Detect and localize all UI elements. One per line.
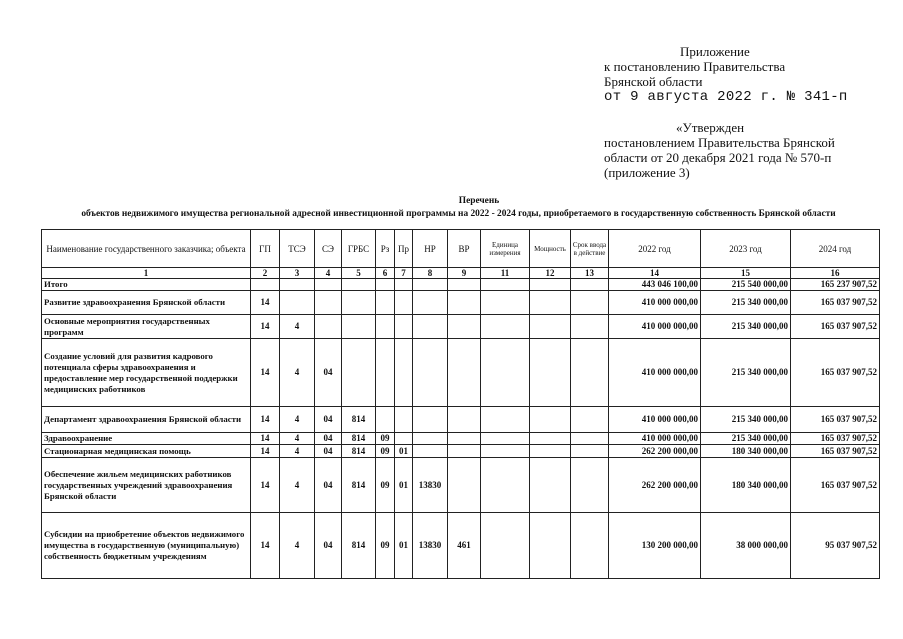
cell-gp <box>251 279 280 291</box>
cell-power <box>530 513 571 579</box>
header-cell: НР <box>413 230 448 268</box>
cell-nr <box>413 291 448 315</box>
cell-2022: 410 000 000,00 <box>609 339 701 407</box>
header-cell: Наименование государственного заказчика; объекта <box>42 230 251 268</box>
cell-gp: 14 <box>251 513 280 579</box>
cell-nr <box>413 315 448 339</box>
cell-nr: 13830 <box>413 513 448 579</box>
cell-2022: 262 200 000,00 <box>609 458 701 513</box>
cell-tse: 4 <box>280 315 315 339</box>
cell-nr <box>413 407 448 433</box>
column-number: 3 <box>280 268 315 279</box>
cell-se: 04 <box>315 433 342 445</box>
column-number: 7 <box>395 268 413 279</box>
cell-2024: 165 037 907,52 <box>791 407 880 433</box>
cell-tse: 4 <box>280 513 315 579</box>
cell-2022: 410 000 000,00 <box>609 291 701 315</box>
cell-grbs <box>342 279 376 291</box>
table-row <box>42 339 880 407</box>
cell-pr <box>395 315 413 339</box>
cell-pr <box>395 291 413 315</box>
cell-2024: 165 037 907,52 <box>791 315 880 339</box>
cell-grbs <box>342 339 376 407</box>
cell-tse <box>280 291 315 315</box>
cell-nr <box>413 339 448 407</box>
cell-unit <box>481 445 530 458</box>
cell-se: 04 <box>315 339 342 407</box>
row-name: Департамент здравоохранения Брянской области <box>42 407 251 433</box>
cell-unit <box>481 433 530 445</box>
cell-vr <box>448 407 481 433</box>
cell-2023: 180 340 000,00 <box>701 458 791 513</box>
appendix-title: Приложение <box>680 44 750 59</box>
cell-tse: 4 <box>280 433 315 445</box>
cell-2024: 165 037 907,52 <box>791 291 880 315</box>
row-name: Субсидии на приобретение объектов недвижимого имущества в государственную (муниципальную) собственность бюджетным учреждениям <box>42 513 251 579</box>
cell-pr <box>395 339 413 407</box>
cell-2022: 410 000 000,00 <box>609 407 701 433</box>
cell-tse: 4 <box>280 458 315 513</box>
header-cell: 2024 год <box>791 230 880 268</box>
cell-unit <box>481 315 530 339</box>
cell-2022: 262 200 000,00 <box>609 445 701 458</box>
document-heading <box>0 195 903 221</box>
table-row <box>42 513 880 579</box>
cell-rz: 09 <box>376 445 395 458</box>
column-number-row <box>42 268 880 279</box>
cell-gp: 14 <box>251 339 280 407</box>
cell-unit <box>481 279 530 291</box>
approved-line: области от 20 декабря 2021 года № 570-п <box>604 150 832 165</box>
column-number: 5 <box>342 268 376 279</box>
cell-2024: 165 037 907,52 <box>791 445 880 458</box>
cell-2023: 215 340 000,00 <box>701 339 791 407</box>
row-name: Развитие здравоохранения Брянской области <box>42 291 251 315</box>
cell-rz <box>376 291 395 315</box>
cell-nr <box>413 279 448 291</box>
cell-vr <box>448 291 481 315</box>
header-cell: ВР <box>448 230 481 268</box>
column-number: 13 <box>571 268 609 279</box>
cell-rz: 09 <box>376 458 395 513</box>
cell-pr <box>395 407 413 433</box>
cell-rz <box>376 279 395 291</box>
cell-2024: 165 037 907,52 <box>791 433 880 445</box>
header-cell: ГП <box>251 230 280 268</box>
cell-vr <box>448 445 481 458</box>
header-row <box>42 230 880 268</box>
row-name: Стационарная медицинская помощь <box>42 445 251 458</box>
cell-term <box>571 458 609 513</box>
cell-vr <box>448 339 481 407</box>
cell-pr: 01 <box>395 458 413 513</box>
cell-2023: 215 340 000,00 <box>701 407 791 433</box>
cell-tse: 4 <box>280 407 315 433</box>
cell-power <box>530 339 571 407</box>
cell-2024: 165 237 907,52 <box>791 279 880 291</box>
column-number: 2 <box>251 268 280 279</box>
header-cell: Рз <box>376 230 395 268</box>
cell-tse: 4 <box>280 445 315 458</box>
row-name: Итого <box>42 279 251 291</box>
cell-nr: 13830 <box>413 458 448 513</box>
cell-2023: 180 340 000,00 <box>701 445 791 458</box>
cell-rz <box>376 315 395 339</box>
column-number: 9 <box>448 268 481 279</box>
cell-tse <box>280 279 315 291</box>
column-number: 8 <box>413 268 448 279</box>
table-row <box>42 445 880 458</box>
cell-pr <box>395 279 413 291</box>
cell-term <box>571 433 609 445</box>
cell-power <box>530 433 571 445</box>
cell-rz <box>376 339 395 407</box>
heading-title: Перечень <box>458 196 500 206</box>
header-cell: 2022 год <box>609 230 701 268</box>
cell-grbs <box>342 315 376 339</box>
cell-2022: 410 000 000,00 <box>609 315 701 339</box>
row-name: Здравоохранение <box>42 433 251 445</box>
column-number: 12 <box>530 268 571 279</box>
cell-se: 04 <box>315 445 342 458</box>
cell-se: 04 <box>315 513 342 579</box>
cell-term <box>571 339 609 407</box>
cell-vr: 461 <box>448 513 481 579</box>
approved-block <box>604 120 894 180</box>
cell-term <box>571 445 609 458</box>
cell-nr <box>413 433 448 445</box>
cell-gp: 14 <box>251 445 280 458</box>
appendix-date: от 9 августа 2022 г. № 341-п <box>604 89 848 105</box>
cell-se <box>315 279 342 291</box>
cell-rz: 09 <box>376 433 395 445</box>
appendix-line: к постановлению Правительства <box>604 59 786 74</box>
approved-line: «Утвержден <box>676 120 745 135</box>
cell-2024: 165 037 907,52 <box>791 339 880 407</box>
row-name: Основные мероприятия государственных программ <box>42 315 251 339</box>
cell-2023: 215 340 000,00 <box>701 291 791 315</box>
cell-2024: 165 037 907,52 <box>791 458 880 513</box>
cell-gp: 14 <box>251 458 280 513</box>
column-number: 14 <box>609 268 701 279</box>
cell-unit <box>481 407 530 433</box>
cell-term <box>571 407 609 433</box>
cell-2022: 410 000 000,00 <box>609 433 701 445</box>
cell-power <box>530 279 571 291</box>
header-cell: СЭ <box>315 230 342 268</box>
cell-gp: 14 <box>251 433 280 445</box>
cell-grbs: 814 <box>342 513 376 579</box>
table-row <box>42 433 880 445</box>
cell-vr <box>448 279 481 291</box>
cell-pr <box>395 433 413 445</box>
appendix-line: Брянской области <box>604 74 703 89</box>
row-name: Обеспечение жильем медицинских работников государственных учреждений здравоохранения Брянской области <box>42 458 251 513</box>
cell-2024: 95 037 907,52 <box>791 513 880 579</box>
cell-2023: 215 340 000,00 <box>701 433 791 445</box>
header-cell: Срок ввода в действие <box>571 230 609 268</box>
header-cell: Пр <box>395 230 413 268</box>
cell-term <box>571 315 609 339</box>
cell-pr: 01 <box>395 445 413 458</box>
cell-se <box>315 315 342 339</box>
approved-line: (приложение 3) <box>604 165 690 180</box>
cell-2023: 215 540 000,00 <box>701 279 791 291</box>
cell-power <box>530 291 571 315</box>
table-row <box>42 315 880 339</box>
column-number: 16 <box>791 268 880 279</box>
cell-grbs: 814 <box>342 433 376 445</box>
cell-2023: 215 340 000,00 <box>701 315 791 339</box>
cell-grbs <box>342 291 376 315</box>
header-cell: Мощность <box>530 230 571 268</box>
cell-grbs: 814 <box>342 458 376 513</box>
objects-table <box>41 229 880 579</box>
cell-vr <box>448 433 481 445</box>
cell-se: 04 <box>315 407 342 433</box>
cell-term <box>571 291 609 315</box>
cell-unit <box>481 339 530 407</box>
cell-power <box>530 315 571 339</box>
cell-pr: 01 <box>395 513 413 579</box>
cell-term <box>571 279 609 291</box>
header-cell: ТСЭ <box>280 230 315 268</box>
column-number: 4 <box>315 268 342 279</box>
cell-power <box>530 445 571 458</box>
cell-grbs: 814 <box>342 445 376 458</box>
column-number: 11 <box>481 268 530 279</box>
cell-power <box>530 407 571 433</box>
row-name: Создание условий для развития кадрового потенциала сферы здравоохранения и предоставление мер государственной поддержки медицинских работников <box>42 339 251 407</box>
cell-gp: 14 <box>251 407 280 433</box>
cell-2022: 443 046 100,00 <box>609 279 701 291</box>
cell-unit <box>481 513 530 579</box>
cell-nr <box>413 445 448 458</box>
cell-unit <box>481 458 530 513</box>
cell-unit <box>481 291 530 315</box>
cell-rz <box>376 407 395 433</box>
column-number: 6 <box>376 268 395 279</box>
cell-se <box>315 291 342 315</box>
table-row <box>42 458 880 513</box>
cell-2022: 130 200 000,00 <box>609 513 701 579</box>
column-number: 15 <box>701 268 791 279</box>
cell-2023: 38 000 000,00 <box>701 513 791 579</box>
approved-line: постановлением Правительства Брянской <box>604 135 835 150</box>
table-row <box>42 291 880 315</box>
header-cell: Единица измерения <box>481 230 530 268</box>
table-row <box>42 407 880 433</box>
header-cell: ГРБС <box>342 230 376 268</box>
cell-vr <box>448 315 481 339</box>
cell-vr <box>448 458 481 513</box>
heading-subtitle: объектов недвижимого имущества региональной адресной инвестиционной программы на 2022 - 2024 годы, приобретаемого в государственную собственность Брянской области <box>81 209 836 219</box>
cell-term <box>571 513 609 579</box>
table-row <box>42 279 880 291</box>
header-cell: 2023 год <box>701 230 791 268</box>
cell-gp: 14 <box>251 315 280 339</box>
appendix-block <box>604 44 894 105</box>
column-number: 1 <box>42 268 251 279</box>
cell-power <box>530 458 571 513</box>
cell-gp: 14 <box>251 291 280 315</box>
cell-tse: 4 <box>280 339 315 407</box>
cell-rz: 09 <box>376 513 395 579</box>
cell-grbs: 814 <box>342 407 376 433</box>
cell-se: 04 <box>315 458 342 513</box>
